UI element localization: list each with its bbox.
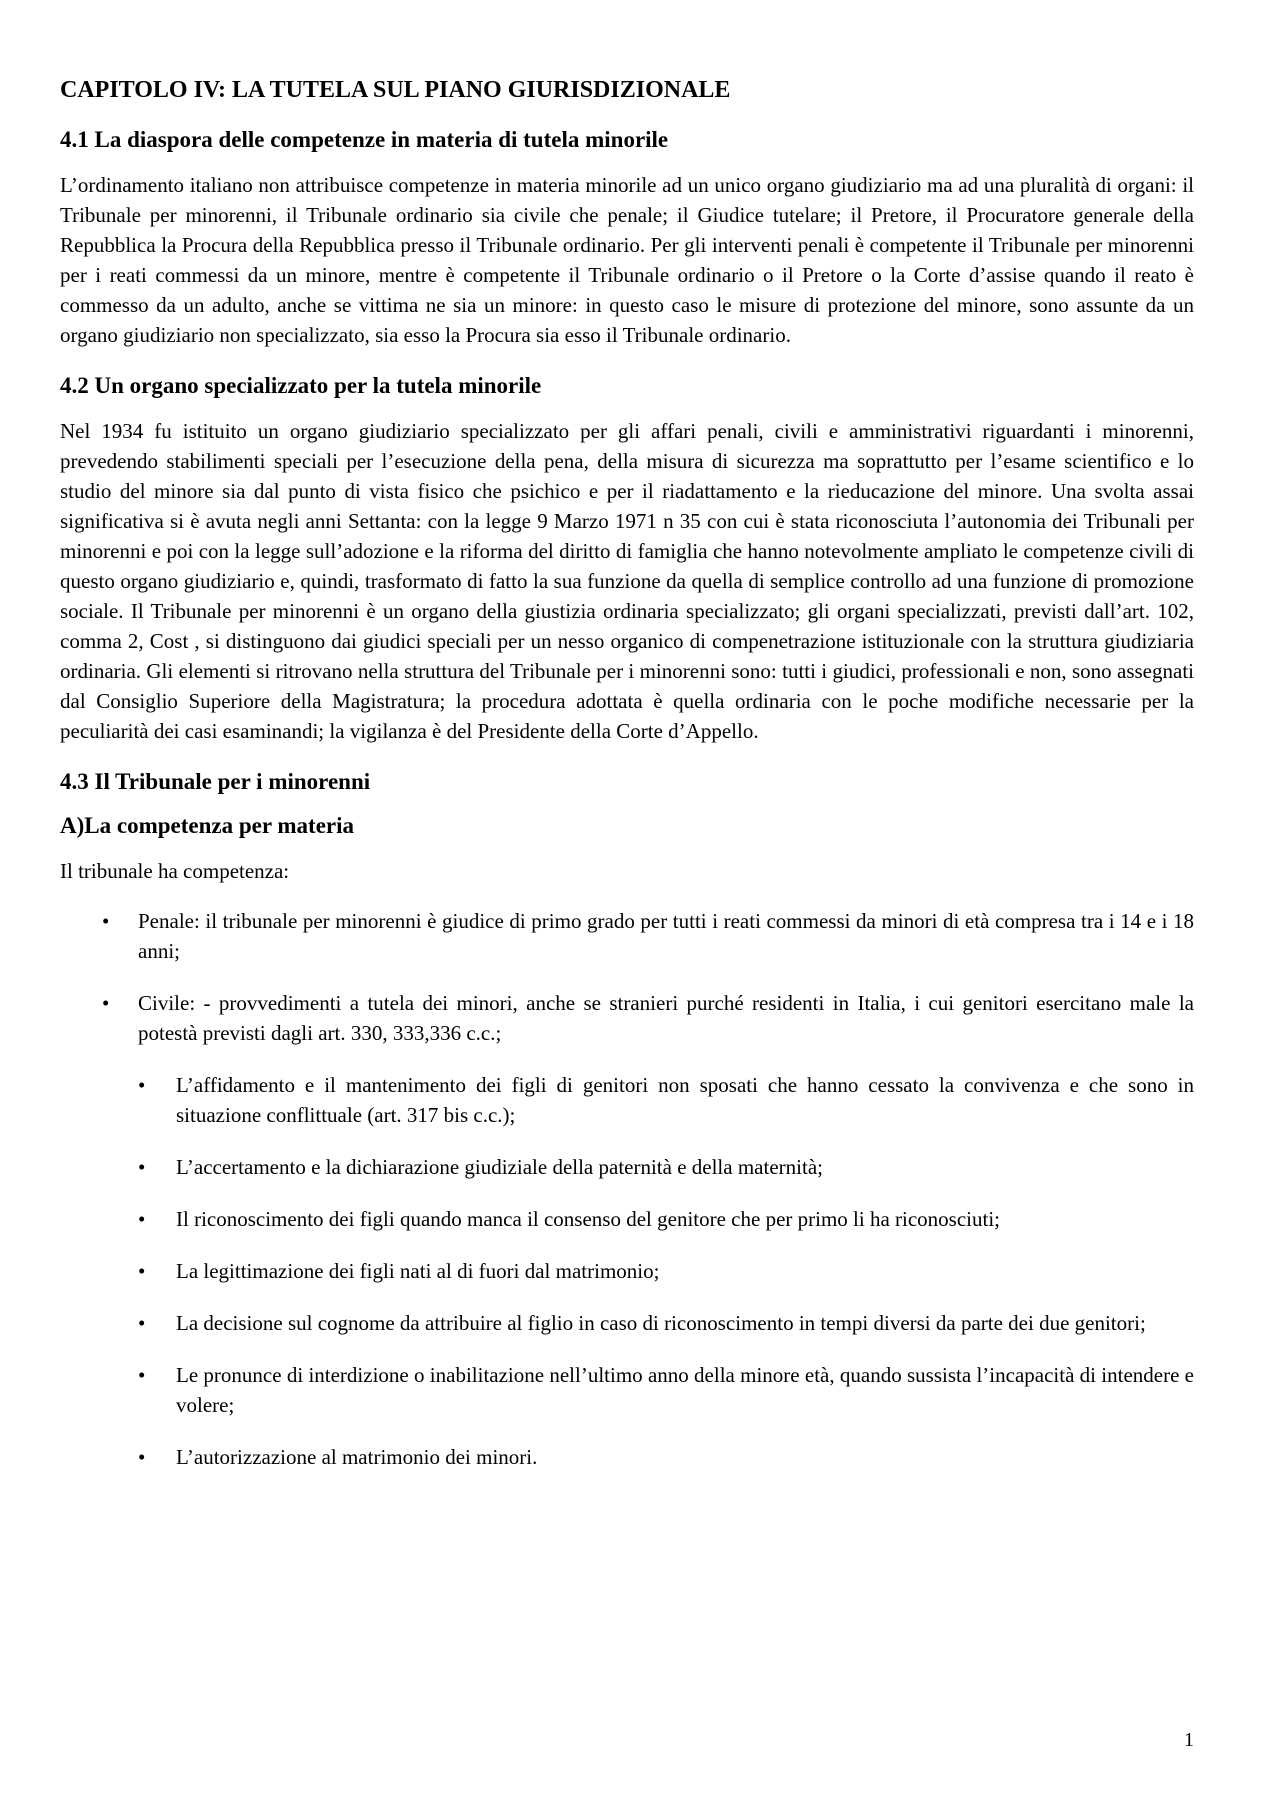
chapter-title: CAPITOLO IV: LA TUTELA SUL PIANO GIURISDIZIONALE (60, 77, 731, 103)
sub-list-item (138, 1308, 1194, 1338)
section-4-3-title: 4.3 Il Tribunale per i minorenni (60, 769, 371, 794)
section-4-1-title: 4.1 La diaspora delle competenze in materia di tutela minorile (60, 127, 669, 152)
sub-list-item (138, 1204, 1194, 1234)
bullet-icon: • (138, 1445, 146, 1469)
section-4-2-title: 4.2 Un organo specializzato per la tutela minorile (60, 373, 542, 398)
sub-list-item (138, 1442, 1194, 1472)
competence-intro: Il tribunale ha competenza: (60, 859, 290, 883)
sub-list-item-text: Le pronunce di interdizione o inabilitazione nell’ultimo anno della minore età, quando sussista l’incapacità di intendere e volere; (176, 1363, 1194, 1417)
bullet-icon: • (138, 1155, 146, 1179)
section-4-1-paragraph: L’ordinamento italiano non attribuisce competenze in materia minorile ad un unico organo giudiziario ma ad una pluralità di organi: il Tribunale per minorenni, il Tribunale ordinario sia civile che penale; il Giudice tutelare; il Pretore, il Procuratore generale della Repubblica la Procura della Repubblica presso il Tribunale ordinario. Per gli interventi penali è competente il Tribunale per minorenni per i reati commessi da un minore, mentre è competente il Tribunale ordinario o il Pretore o la Corte d’assise quando il reato è commesso da un adulto, anche se vittima ne sia un minore: in questo caso le misure di protezione del minore, sono assunte da un organo giudiziario non specializzato, sia esso la Procura sia esso il Tribunale ordinario. (60, 173, 1194, 347)
sub-list-item-text: La legittimazione dei figli nati al di fuori dal matrimonio; (176, 1259, 660, 1283)
sub-list-item-text: L’autorizzazione al matrimonio dei minori. (176, 1445, 538, 1469)
list-item-text: Civile: - provvedimenti a tutela dei minori, anche se stranieri purché residenti in Italia, i cui genitori esercitano male la potestà previsti dagli art. 330, 333,336 c.c.; (138, 991, 1194, 1045)
sub-list-item-text: Il riconoscimento dei figli quando manca il consenso del genitore che per primo li ha riconosciuti; (176, 1207, 1001, 1231)
list-item (102, 906, 1194, 966)
bullet-icon: • (102, 991, 110, 1015)
page-content (60, 76, 1194, 1494)
competence-list (60, 906, 1194, 1472)
section-4-2-paragraph: Nel 1934 fu istituito un organo giudiziario specializzato per gli affari penali, civili e amministrativi riguardanti i minorenni, prevedendo stabilimenti speciali per l’esecuzione della pena, della misura di sicurezza ma soprattutto per l’esame scientifico e lo studio del minore sia dal punto di vista fisico che psichico e per il riadattamento e la rieducazione del minore. Una svolta assai significativa si è avuta negli anni Settanta: con la legge 9 Marzo 1971 n 35 con cui è stata riconosciuta l’autonomia dei Tribunali per minorenni e poi con la legge sull’adozione e la riforma del diritto di famiglia che hanno notevolmente ampliato le competenze civili di questo organo giudiziario e, quindi, trasformato di fatto la sua funzione da quella di semplice controllo ad una funzione di promozione sociale. Il Tribunale per minorenni è un organo della giustizia ordinaria specializzato; gli organi specializzati, previsti dall’art. 102, comma 2, Cost , si distinguono dai giudici speciali per un nesso organico di compenetrazione istituzionale con la struttura giudiziaria ordinaria. Gli elementi si ritrovano nella struttura del Tribunale per i minorenni sono: tutti i giudici, professionali e non, sono assegnati dal Consiglio Superiore della Magistratura; la procedura adottata è quella ordinaria con le poche modifiche necessarie per la peculiarità dei casi esaminandi; la vigilanza è del Presidente della Corte d’Appello. (60, 419, 1194, 743)
sub-list-item-text: L’accertamento e la dichiarazione giudiziale della paternità e della maternità; (176, 1155, 823, 1179)
page-number: 1 (1184, 1729, 1194, 1751)
civil-sublist (138, 1070, 1194, 1472)
bullet-icon: • (138, 1259, 146, 1283)
bullet-icon: • (138, 1207, 146, 1231)
bullet-icon: • (138, 1363, 146, 1387)
section-4-3-subtitle: A)La competenza per materia (60, 813, 355, 838)
sub-list-item (138, 1070, 1194, 1130)
sub-list-item (138, 1152, 1194, 1182)
bullet-icon: • (138, 1073, 146, 1097)
sub-list-item-text: L’affidamento e il mantenimento dei figli di genitori non sposati che hanno cessato la convivenza e che sono in situazione conflittuale (art. 317 bis c.c.); (176, 1073, 1194, 1127)
sub-list-item (138, 1360, 1194, 1420)
bullet-icon: • (138, 1311, 146, 1335)
list-item-text: Penale: il tribunale per minorenni è giudice di primo grado per tutti i reati commessi da minori di età compresa tra i 14 e i 18 anni; (138, 909, 1194, 963)
list-item (102, 988, 1194, 1472)
sub-list-item (138, 1256, 1194, 1286)
bullet-icon: • (102, 909, 110, 933)
sub-list-item-text: La decisione sul cognome da attribuire al figlio in caso di riconoscimento in tempi diversi da parte dei due genitori; (176, 1311, 1146, 1335)
